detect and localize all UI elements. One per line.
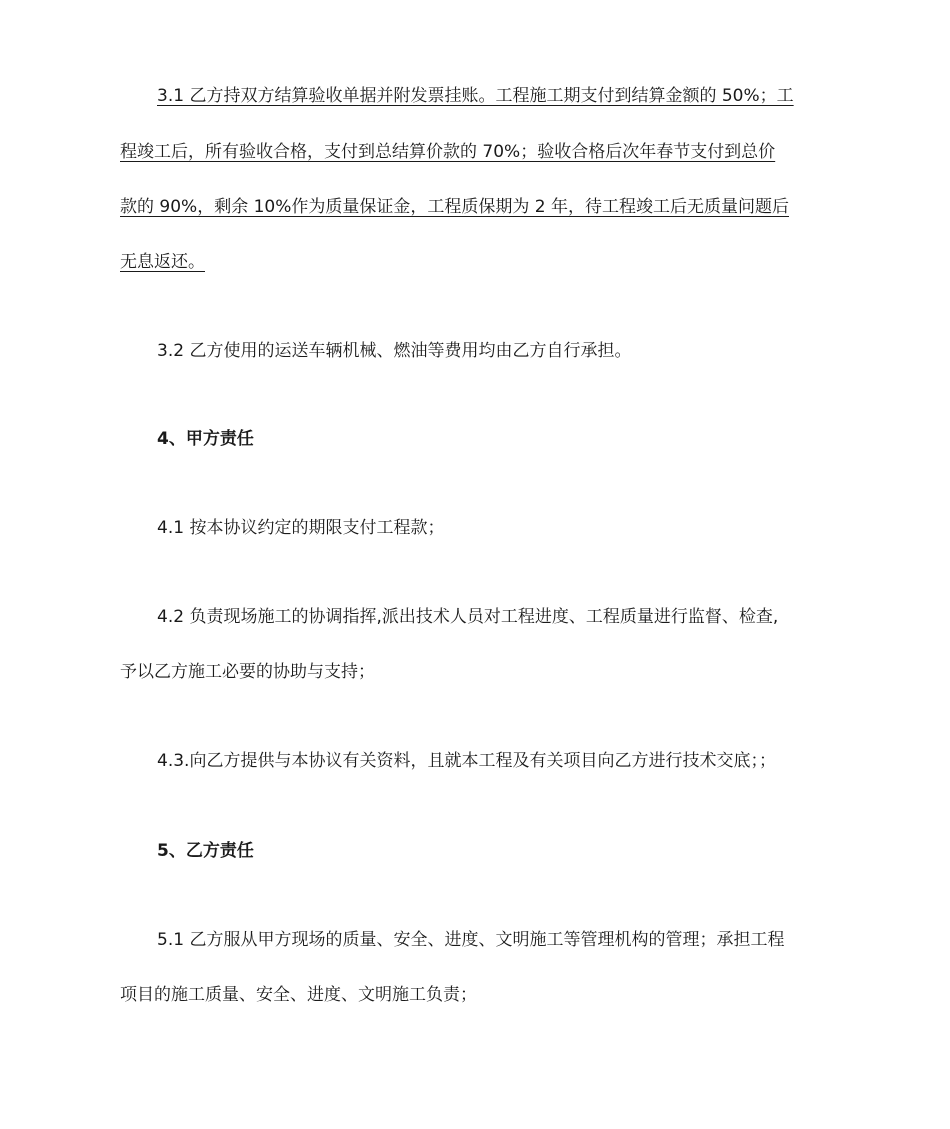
clause-3-1-line-3: 款的 90%，剩余 10%作为质量保证金，工程质保期为 2 年，待工程竣工后无质量问题后: [120, 197, 789, 217]
clause-5-1-line-1: 5.1 乙方服从甲方现场的质量、安全、进度、文明施工等管理机构的管理；承担工程: [157, 930, 785, 950]
clause-4-1: 4.1 按本协议约定的期限支付工程款；: [157, 518, 445, 538]
clause-3-2: 3.2 乙方使用的运送车辆机械、燃油等费用均由乙方自行承担。: [157, 341, 632, 361]
section-heading-4: 4、甲方责任: [157, 429, 254, 449]
clause-4-2-line-2: 予以乙方施工必要的协助与支持；: [120, 662, 375, 682]
section-heading-5: 5、乙方责任: [157, 841, 254, 861]
clause-4-2-line-1: 4.2 负责现场施工的协调指挥,派出技术人员对工程进度、工程质量进行监督、检查,: [157, 607, 779, 627]
clause-4-3: 4.3.向乙方提供与本协议有关资料，且就本工程及有关项目向乙方进行技术交底；；: [157, 751, 776, 771]
clause-3-1-line-2: 程竣工后，所有验收合格，支付到总结算价款的 70%；验收合格后次年春节支付到总价: [120, 142, 776, 162]
clause-3-1-line-4: 无息返还。: [120, 252, 205, 272]
clause-3-1-line-1: 3.1 乙方持双方结算验收单据并附发票挂账。工程施工期支付到结算金额的 50%；工: [157, 86, 794, 106]
clause-5-1-line-2: 项目的施工质量、安全、进度、文明施工负责；: [120, 985, 477, 1005]
